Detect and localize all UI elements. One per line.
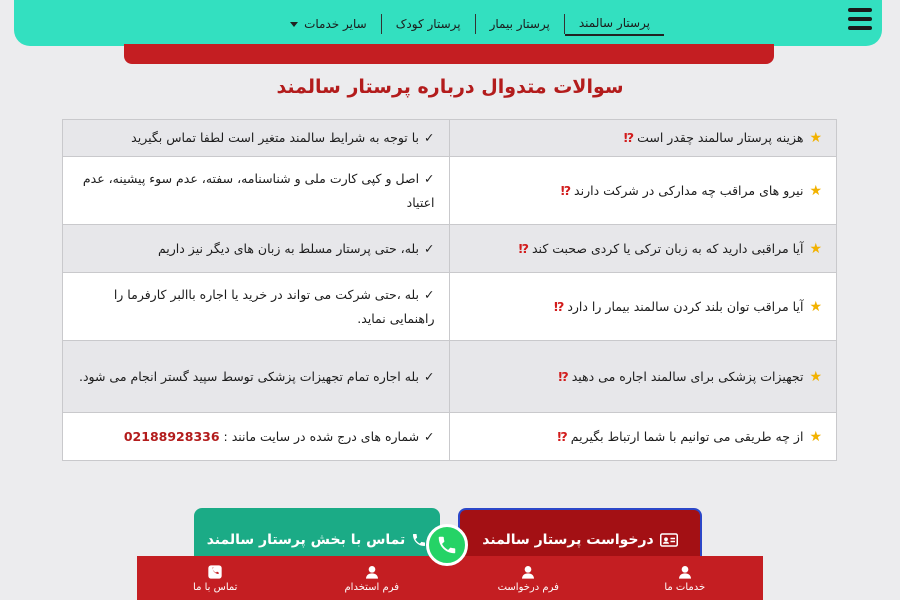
faq-answer: ✓شماره های درج شده در سایت مانند : 02188928336 [63,413,450,461]
nav-item-patient-nurse[interactable] [476,17,564,31]
bottom-nav-our-services[interactable] [607,556,764,600]
check-icon: ✓ [424,286,435,302]
faq-answer: ✓بله ،حتی شرکت می تواند در خرید یا اجاره باالبر کارفرما را راهنمایی نماید. [63,273,450,341]
faq-table [62,119,837,461]
check-icon: ✓ [424,368,435,384]
main-nav [244,11,664,37]
nav-item-label: سایر خدمات [304,17,367,31]
bottom-nav-label: تماس با ما [193,581,238,593]
request-button-label: درخواست پرستار سالمند [482,532,654,548]
faq-question: ★آیا مراقبی دارید که به زبان ترکی یا کردی صحبت کند⁉ [449,225,836,273]
page-title: سوالات متدوال درباره پرستار سالمند [276,76,624,98]
user-icon [677,564,693,580]
question-mark-icon: ⁉ [623,130,635,145]
hamburger-icon[interactable] [848,8,872,30]
table-row [63,273,837,341]
check-icon: ✓ [424,240,435,256]
nav-item-label: پرستار بیمار [489,17,550,31]
question-mark-icon: ⁉ [558,368,569,384]
faq-answer: ✓با توجه به شرایط سالمند متغیر است لطفا تماس بگیرید [63,120,450,157]
site-header [14,0,882,46]
question-mark-icon: ⁉ [557,428,568,444]
faq-question: ★از چه طریقی می توانیم با شما ارتباط بگیریم⁉ [449,413,836,461]
bottom-nav-contact-us[interactable] [137,556,294,600]
faq-question: ★نیرو های مراقب چه مدارکی در شرکت دارند⁉ [449,157,836,225]
phone-number[interactable]: 02188928336 [123,428,220,444]
table-row [63,341,837,413]
phone-icon [207,564,223,580]
question-mark-icon: ⁉ [518,240,529,256]
phone-icon [411,532,427,548]
nav-item-elderly-nurse[interactable] [565,16,664,36]
table-row [63,225,837,273]
faq-answer: ✓بله، حتی پرستار مسلط به زبان های دیگر نیز داریم [63,225,450,273]
nav-item-other-services[interactable] [276,17,381,31]
bottom-nav-request-form[interactable] [450,556,607,600]
bottom-nav-label: فرم درخواست [497,581,559,593]
check-icon: ✓ [424,170,435,186]
star-icon: ★ [809,240,822,257]
faq-question: ★تجهیزات پزشکی برای سالمند اجاره می دهید⁉ [449,341,836,413]
nav-item-child-nurse[interactable] [382,17,475,31]
header-accent-strip [124,44,774,64]
id-card-icon [660,532,678,548]
faq-question: ★آیا مراقب توان بلند کردن سالمند بیمار را دارد⁉ [449,273,836,341]
bottom-nav-label: خدمات ما [664,581,706,593]
faq-question: ★هزینه پرستار سالمند چقدر است⁉ [449,120,836,157]
phone-icon [436,534,458,556]
chevron-down-icon [290,22,298,27]
star-icon: ★ [809,298,822,315]
user-icon [520,564,536,580]
table-row [63,157,837,225]
star-icon: ★ [809,428,822,445]
table-row [63,413,837,461]
faq-answer: ✓بله اجاره تمام تجهیزات پزشکی توسط سپید گستر انجام می شود. [63,341,450,413]
whatsapp-icon[interactable] [426,524,468,566]
star-icon: ★ [809,182,822,199]
star-icon: ★ [809,130,822,146]
nav-item-label: پرستار سالمند [578,16,650,30]
faq-answer: ✓اصل و کپی کارت ملی و شناسنامه، سفته، عدم سوء پیشینه، عدم اعتیاد [63,157,450,225]
question-mark-icon: ⁉ [560,182,572,198]
question-mark-icon: ⁉ [553,298,565,314]
nav-item-label: پرستار کودک [395,17,461,31]
star-icon: ★ [809,368,822,385]
contact-button-label: تماس با بخش پرستار سالمند [206,532,406,548]
bottom-nav-employment-form[interactable] [294,556,451,600]
check-icon: ✓ [424,428,435,444]
table-row [63,120,837,157]
check-icon: ✓ [424,130,435,145]
user-icon [364,564,380,580]
bottom-nav-label: فرم استخدام [344,581,400,593]
